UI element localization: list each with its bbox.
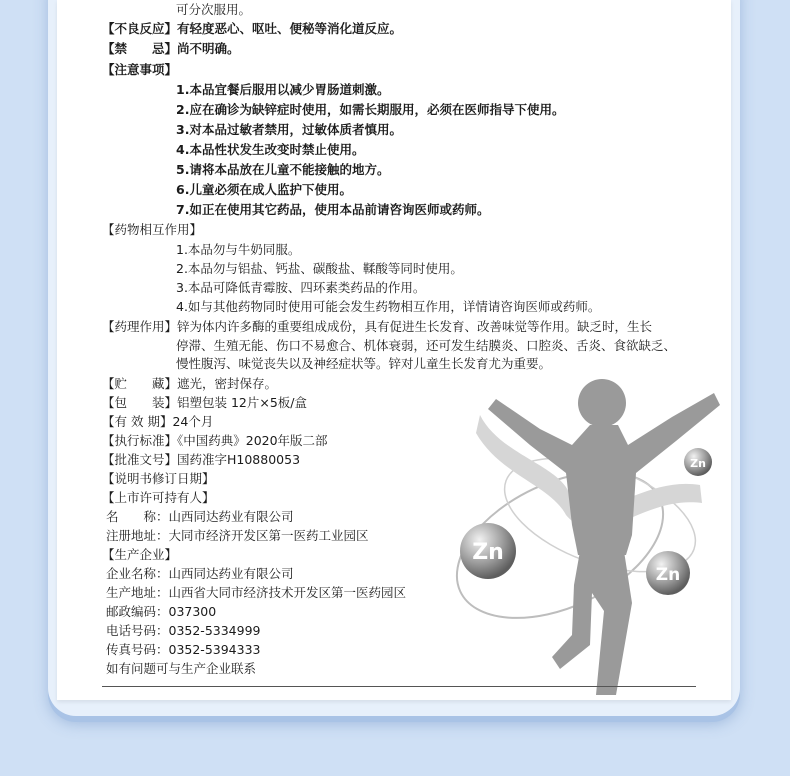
- zinc-sphere-large-icon: [460, 523, 516, 579]
- pharmacology-line-2: 停滞、生殖无能、伤口不易愈合、机体衰弱，还可发生结膜炎、口腔炎、舌炎、食欲缺乏、: [176, 338, 677, 353]
- adverse-reactions: 【不良反应】有轻度恶心、呕吐、便秘等消化道反应。: [102, 21, 403, 36]
- dosage-tail: 可分次服用。: [176, 2, 252, 17]
- interaction-1: 1.本品勿与牛奶同服。: [176, 242, 301, 257]
- svg-text:Zn: Zn: [472, 540, 504, 565]
- packaging: 【包 装】铝塑包装 12片×5板/盒: [102, 395, 308, 410]
- validity: 【有 效 期】24个月: [102, 414, 214, 429]
- interaction-4: 4.如与其他药物同时使用可能会发生药物相互作用，详情请咨询医师或药师。: [176, 299, 601, 314]
- interactions-header: 【药物相互作用】: [102, 222, 203, 237]
- precaution-4: 4.本品性状发生改变时禁止使用。: [176, 142, 365, 157]
- svg-text:Zn: Zn: [690, 457, 706, 470]
- precaution-5: 5.请将本品放在儿童不能接触的地方。: [176, 162, 390, 177]
- mah-address: 注册地址：大同市经济开发区第一医药工业园区: [106, 528, 369, 543]
- precaution-1: 1.本品宜餐后服用以减少胃肠道刺激。: [176, 82, 390, 97]
- manufacturer-phone: 电话号码：0352-5334999: [106, 623, 261, 638]
- manufacturer-header: 【生产企业】: [102, 547, 178, 562]
- zinc-sphere-right-icon: [646, 551, 690, 595]
- contact-note: 如有问题可与生产企业联系: [106, 661, 257, 676]
- revision-date: 【说明书修订日期】: [102, 471, 215, 486]
- interaction-2: 2.本品勿与铝盐、钙盐、碳酸盐、鞣酸等同时使用。: [176, 261, 463, 276]
- contraindications: 【禁 忌】尚不明确。: [102, 41, 240, 56]
- interaction-3: 3.本品可降低青霉胺、四环素类药品的作用。: [176, 280, 426, 295]
- manufacturer-zip: 邮政编码：037300: [106, 604, 217, 619]
- precautions-header: 【注意事项】: [102, 62, 178, 77]
- svg-text:Zn: Zn: [655, 565, 681, 585]
- bottom-divider: [102, 686, 696, 687]
- precaution-2: 2.应在确诊为缺锌症时使用，如需长期服用，必须在医师指导下使用。: [176, 102, 565, 117]
- approval-number: 【批准文号】国药准字H10880053: [102, 452, 301, 467]
- mah-name: 名 称：山西同达药业有限公司: [106, 509, 294, 524]
- manufacturer-fax: 传真号码：0352-5394333: [106, 642, 261, 657]
- precaution-6: 6.儿童必须在成人监护下使用。: [176, 182, 352, 197]
- zinc-sphere-small-icon: [684, 448, 712, 476]
- precaution-7: 7.如正在使用其它药品，使用本品前请咨询医师或药师。: [176, 202, 490, 217]
- mah-header: 【上市许可持有人】: [102, 490, 215, 505]
- storage: 【贮 藏】遮光，密封保存。: [102, 376, 278, 391]
- pharmacology-line-3: 慢性腹泻、味觉丧失以及神经症状等。锌对儿童生长发育尤为重要。: [176, 356, 552, 371]
- precaution-3: 3.对本品过敏者禁用，过敏体质者慎用。: [176, 122, 402, 137]
- manufacturer-address: 生产地址：山西省大同市经济技术开发区第一医药园区: [106, 585, 407, 600]
- manufacturer-name: 企业名称：山西同达药业有限公司: [106, 566, 294, 581]
- standard: 【执行标准】《中国药典》2020年版二部: [102, 433, 328, 448]
- pharmacology-line-1: 【药理作用】锌为体内许多酶的重要组成成份，具有促进生长发育、改善味觉等作用。缺乏时，生长: [102, 319, 653, 334]
- running-child-figure-icon: [440, 345, 740, 705]
